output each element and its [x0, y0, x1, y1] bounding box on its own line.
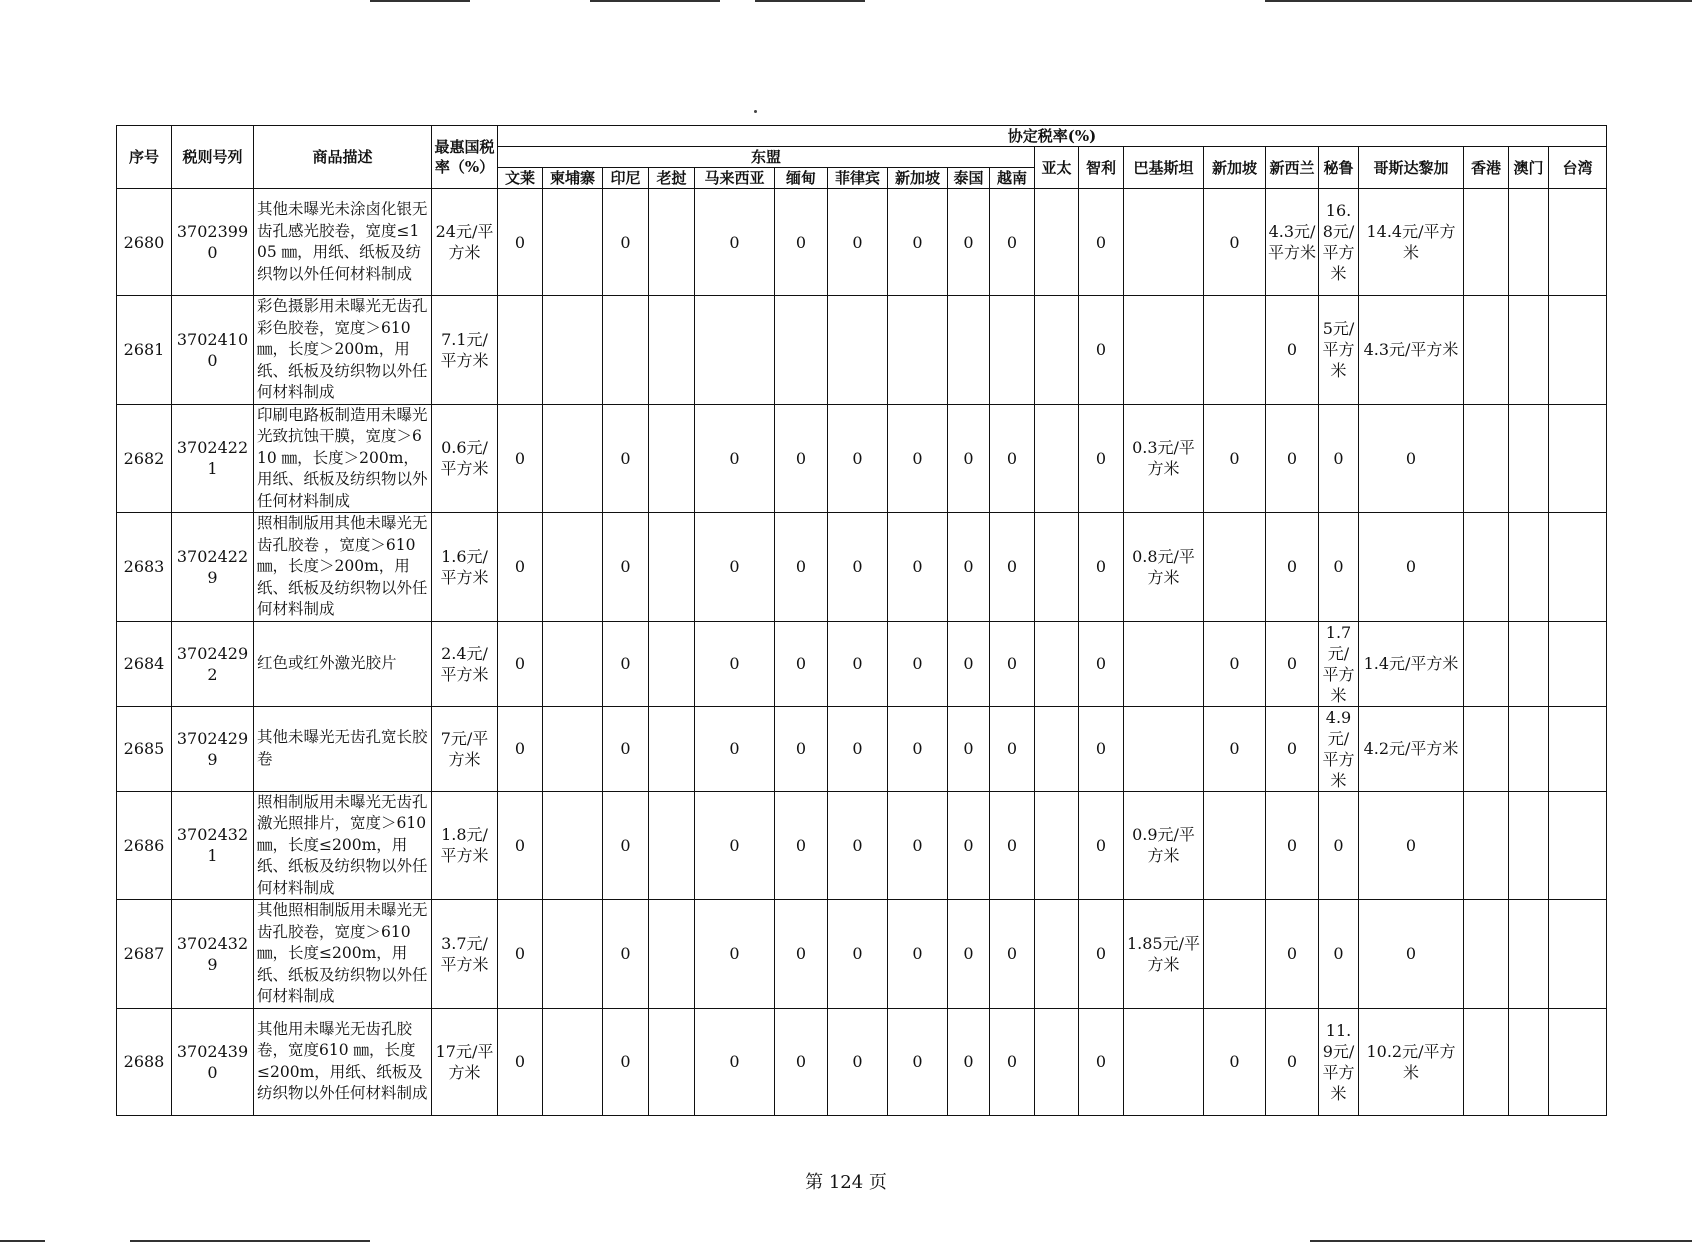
row-rate-cell [543, 791, 603, 900]
row-rate-cell: 0 [948, 404, 990, 513]
row-rate-cell: 16.8元/平方米 [1319, 189, 1359, 296]
row-rate-cell: 0 [828, 189, 888, 296]
row-mfn-rate: 0.6元/平方米 [432, 404, 498, 513]
header-col-pakistan: 巴基斯坦 [1124, 147, 1204, 189]
header-col-macau: 澳门 [1509, 147, 1549, 189]
row-rate-cell: 0 [498, 900, 543, 1009]
row-code: 37024390 [172, 1008, 254, 1115]
row-rate-cell [1035, 791, 1079, 900]
row-rate-cell [1035, 621, 1079, 706]
tariff-table-wrapper [116, 125, 1606, 1116]
row-rate-cell: 0 [695, 791, 775, 900]
row-rate-cell [1464, 404, 1509, 513]
row-rate-cell [1035, 296, 1079, 405]
row-rate-cell: 0 [1319, 404, 1359, 513]
row-rate-cell: 0 [948, 189, 990, 296]
row-rate-cell: 0 [498, 513, 543, 622]
row-rate-cell: 0 [498, 791, 543, 900]
row-rate-cell: 0 [948, 900, 990, 1009]
header-col-singapore-asean: 新加坡 [888, 168, 948, 189]
row-rate-cell: 4.3元/平方米 [1266, 189, 1319, 296]
row-rate-cell [1509, 296, 1549, 405]
row-code: 37024221 [172, 404, 254, 513]
header-col-cambodia: 柬埔寨 [543, 168, 603, 189]
row-seq: 2687 [117, 900, 172, 1009]
header-agreement: 协定税率(%) [498, 126, 1607, 147]
row-rate-cell [1035, 404, 1079, 513]
header-col-thailand: 泰国 [948, 168, 990, 189]
row-rate-cell: 0 [603, 900, 649, 1009]
table-row [117, 621, 1607, 706]
row-rate-cell: 0 [775, 1008, 828, 1115]
scan-line [1265, 0, 1692, 2]
row-rate-cell: 0 [828, 791, 888, 900]
row-rate-cell [888, 296, 948, 405]
row-rate-cell: 0 [828, 404, 888, 513]
row-rate-cell [1549, 706, 1607, 791]
row-rate-cell [695, 296, 775, 405]
row-rate-cell [1204, 513, 1266, 622]
row-rate-cell: 0 [888, 900, 948, 1009]
tariff-table-body [117, 189, 1607, 1116]
row-rate-cell [1509, 900, 1549, 1009]
header-col-philippines: 菲律宾 [828, 168, 888, 189]
row-mfn-rate: 2.4元/平方米 [432, 621, 498, 706]
row-mfn-rate: 7.1元/平方米 [432, 296, 498, 405]
table-row [117, 900, 1607, 1009]
row-rate-cell: 0 [1359, 900, 1464, 1009]
row-rate-cell: 0 [990, 189, 1035, 296]
row-rate-cell [1509, 189, 1549, 296]
header-col-myanmar: 缅甸 [775, 168, 828, 189]
table-row [117, 513, 1607, 622]
table-row [117, 404, 1607, 513]
row-rate-cell [990, 296, 1035, 405]
row-rate-cell: 0 [888, 404, 948, 513]
row-rate-cell: 0 [695, 621, 775, 706]
row-mfn-rate: 17元/平方米 [432, 1008, 498, 1115]
row-rate-cell: 0 [1266, 791, 1319, 900]
row-desc: 印刷电路板制造用未曝光光致抗蚀干膜，宽度＞610 ㎜，长度＞200m，用纸、纸板及纺织物以外任何材料制成 [254, 404, 432, 513]
row-rate-cell: 0 [1204, 189, 1266, 296]
row-rate-cell: 0 [828, 706, 888, 791]
row-rate-cell: 0 [1266, 900, 1319, 1009]
row-rate-cell: 0 [775, 189, 828, 296]
row-rate-cell [1124, 1008, 1204, 1115]
row-desc: 照相制版用未曝光无齿孔激光照排片，宽度＞610 ㎜，长度≤200m，用纸、纸板及纺织物以外任何材料制成 [254, 791, 432, 900]
row-rate-cell [1509, 513, 1549, 622]
row-rate-cell: 0 [775, 900, 828, 1009]
row-rate-cell: 0 [1319, 900, 1359, 1009]
row-rate-cell: 0 [498, 404, 543, 513]
header-col-costa-rica: 哥斯达黎加 [1359, 147, 1464, 189]
row-rate-cell [649, 621, 695, 706]
row-rate-cell [1509, 791, 1549, 900]
header-col-asia-pacific: 亚太 [1035, 147, 1079, 189]
row-rate-cell [498, 296, 543, 405]
scan-line [590, 0, 720, 2]
row-rate-cell: 0 [498, 1008, 543, 1115]
row-mfn-rate: 1.8元/平方米 [432, 791, 498, 900]
row-rate-cell [543, 621, 603, 706]
row-rate-cell [1035, 900, 1079, 1009]
scan-line [755, 0, 865, 2]
row-rate-cell: 4.2元/平方米 [1359, 706, 1464, 791]
row-rate-cell: 0 [948, 1008, 990, 1115]
row-rate-cell [1035, 706, 1079, 791]
row-rate-cell [603, 296, 649, 405]
row-rate-cell: 0 [1266, 706, 1319, 791]
row-rate-cell: 0 [1079, 706, 1124, 791]
row-rate-cell: 0 [888, 791, 948, 900]
row-rate-cell [649, 513, 695, 622]
row-rate-cell: 0 [498, 706, 543, 791]
row-rate-cell: 0 [1204, 404, 1266, 513]
row-rate-cell: 0.9元/平方米 [1124, 791, 1204, 900]
row-desc: 彩色摄影用未曝光无齿孔彩色胶卷，宽度＞610 ㎜，长度＞200m，用纸、纸板及纺织物以外任何材料制成 [254, 296, 432, 405]
row-rate-cell [1464, 296, 1509, 405]
row-mfn-rate: 24元/平方米 [432, 189, 498, 296]
header-col-chile: 智利 [1079, 147, 1124, 189]
row-rate-cell [1204, 296, 1266, 405]
row-rate-cell [1464, 900, 1509, 1009]
row-rate-cell: 0 [1266, 1008, 1319, 1115]
row-rate-cell: 0 [1079, 404, 1124, 513]
row-rate-cell [1549, 189, 1607, 296]
row-rate-cell: 0 [695, 706, 775, 791]
row-rate-cell: 4.9元/平方米 [1319, 706, 1359, 791]
row-rate-cell: 0 [948, 791, 990, 900]
row-rate-cell [1204, 900, 1266, 1009]
row-rate-cell [1509, 1008, 1549, 1115]
row-rate-cell: 0 [828, 1008, 888, 1115]
row-rate-cell: 0 [603, 404, 649, 513]
row-rate-cell: 0 [990, 1008, 1035, 1115]
row-mfn-rate: 1.6元/平方米 [432, 513, 498, 622]
row-rate-cell: 0 [888, 706, 948, 791]
header-col-malaysia: 马来西亚 [695, 168, 775, 189]
header-desc: 商品描述 [254, 126, 432, 189]
row-rate-cell [1509, 404, 1549, 513]
row-rate-cell [1549, 1008, 1607, 1115]
row-rate-cell: 0 [775, 706, 828, 791]
row-rate-cell: 0 [1079, 513, 1124, 622]
header-code: 税则号列 [172, 126, 254, 189]
row-rate-cell [1464, 1008, 1509, 1115]
row-rate-cell: 1.4元/平方米 [1359, 621, 1464, 706]
table-row [117, 706, 1607, 791]
row-rate-cell [1124, 621, 1204, 706]
row-rate-cell [543, 900, 603, 1009]
row-rate-cell: 0 [1079, 621, 1124, 706]
row-rate-cell [1464, 706, 1509, 791]
header-col-new-zealand: 新西兰 [1266, 147, 1319, 189]
row-rate-cell: 0 [695, 404, 775, 513]
row-rate-cell: 0 [948, 513, 990, 622]
header-col-laos: 老挝 [649, 168, 695, 189]
row-seq: 2681 [117, 296, 172, 405]
row-rate-cell [1549, 621, 1607, 706]
row-rate-cell [1035, 513, 1079, 622]
row-code: 37024292 [172, 621, 254, 706]
row-rate-cell: 0 [695, 900, 775, 1009]
row-rate-cell [649, 189, 695, 296]
row-rate-cell [649, 791, 695, 900]
row-rate-cell [1124, 189, 1204, 296]
row-desc: 红色或红外激光胶片 [254, 621, 432, 706]
row-rate-cell [649, 706, 695, 791]
row-rate-cell: 0 [1319, 791, 1359, 900]
row-rate-cell: 0.8元/平方米 [1124, 513, 1204, 622]
row-rate-cell: 5元/平方米 [1319, 296, 1359, 405]
row-rate-cell: 0 [990, 513, 1035, 622]
row-rate-cell [1464, 189, 1509, 296]
row-rate-cell: 14.4元/平方米 [1359, 189, 1464, 296]
row-rate-cell [649, 1008, 695, 1115]
row-rate-cell [1549, 513, 1607, 622]
row-desc: 其他照相制版用未曝光无齿孔胶卷，宽度＞610 ㎜，长度≤200m，用纸、纸板及纺织物以外任何材料制成 [254, 900, 432, 1009]
header-asean: 东盟 [498, 147, 1035, 168]
row-rate-cell [543, 706, 603, 791]
row-code: 37024100 [172, 296, 254, 405]
row-desc: 照相制版用其他未曝光无齿孔胶卷 ，宽度＞610 ㎜，长度＞200m，用纸、纸板及纺织物以外任何材料制成 [254, 513, 432, 622]
scan-speck [754, 110, 757, 113]
row-rate-cell: 0 [1204, 1008, 1266, 1115]
row-rate-cell [1464, 791, 1509, 900]
row-rate-cell: 0 [828, 900, 888, 1009]
table-row [117, 189, 1607, 296]
row-rate-cell [1124, 296, 1204, 405]
table-row [117, 791, 1607, 900]
row-rate-cell [1035, 189, 1079, 296]
row-rate-cell: 0 [1266, 513, 1319, 622]
header-mfn: 最惠国税率（%） [432, 126, 498, 189]
row-rate-cell [775, 296, 828, 405]
row-desc: 其他未曝光未涂卤化银无齿孔感光胶卷，宽度≤105 ㎜，用纸、纸板及纺织物以外任何材料制成 [254, 189, 432, 296]
row-mfn-rate: 3.7元/平方米 [432, 900, 498, 1009]
row-rate-cell: 10.2元/平方米 [1359, 1008, 1464, 1115]
row-rate-cell [649, 296, 695, 405]
header-col-indonesia: 印尼 [603, 168, 649, 189]
row-rate-cell: 0 [1266, 621, 1319, 706]
row-code: 37024321 [172, 791, 254, 900]
row-rate-cell: 0 [990, 404, 1035, 513]
header-seq: 序号 [117, 126, 172, 189]
scan-line [370, 0, 470, 2]
row-rate-cell: 0 [990, 706, 1035, 791]
page-number: 第 124 页 [805, 1172, 887, 1193]
row-rate-cell: 0 [603, 706, 649, 791]
row-rate-cell: 0 [695, 189, 775, 296]
header-col-vietnam: 越南 [990, 168, 1035, 189]
row-rate-cell [1549, 296, 1607, 405]
row-rate-cell: 0 [1359, 404, 1464, 513]
row-rate-cell: 0 [888, 513, 948, 622]
row-rate-cell: 0 [1319, 513, 1359, 622]
header-col-hong-kong: 香港 [1464, 147, 1509, 189]
row-rate-cell [828, 296, 888, 405]
row-rate-cell: 0 [828, 513, 888, 622]
row-rate-cell [1464, 621, 1509, 706]
row-rate-cell: 0 [1079, 900, 1124, 1009]
row-rate-cell [1549, 404, 1607, 513]
row-rate-cell: 0 [1079, 189, 1124, 296]
row-rate-cell: 0 [948, 621, 990, 706]
row-mfn-rate: 7元/平方米 [432, 706, 498, 791]
row-rate-cell [649, 900, 695, 1009]
row-rate-cell: 0 [990, 621, 1035, 706]
row-rate-cell: 1.85元/平方米 [1124, 900, 1204, 1009]
row-rate-cell: 0 [603, 513, 649, 622]
row-rate-cell [1464, 513, 1509, 622]
header-col-singapore: 新加坡 [1204, 147, 1266, 189]
row-rate-cell: 0 [603, 621, 649, 706]
tariff-table [116, 125, 1607, 1116]
table-row [117, 1008, 1607, 1115]
row-seq: 2685 [117, 706, 172, 791]
row-rate-cell: 0 [1266, 404, 1319, 513]
row-rate-cell: 0 [1079, 791, 1124, 900]
row-rate-cell: 0 [888, 1008, 948, 1115]
row-rate-cell: 0 [948, 706, 990, 791]
row-seq: 2684 [117, 621, 172, 706]
row-rate-cell: 0 [828, 621, 888, 706]
row-rate-cell: 0 [775, 513, 828, 622]
row-rate-cell [1549, 791, 1607, 900]
row-rate-cell [543, 513, 603, 622]
row-rate-cell: 0 [498, 621, 543, 706]
row-rate-cell: 0 [990, 900, 1035, 1009]
row-desc: 其他未曝光无齿孔宽长胶卷 [254, 706, 432, 791]
header-col-peru: 秘鲁 [1319, 147, 1359, 189]
row-rate-cell: 0 [695, 1008, 775, 1115]
row-seq: 2686 [117, 791, 172, 900]
row-rate-cell [1509, 621, 1549, 706]
row-rate-cell [543, 189, 603, 296]
row-rate-cell: 0 [1359, 513, 1464, 622]
row-rate-cell: 0 [1079, 1008, 1124, 1115]
row-seq: 2682 [117, 404, 172, 513]
row-seq: 2680 [117, 189, 172, 296]
row-rate-cell: 0 [498, 189, 543, 296]
row-rate-cell: 0 [775, 404, 828, 513]
row-rate-cell: 4.3元/平方米 [1359, 296, 1464, 405]
table-row [117, 296, 1607, 405]
header-col-brunei: 文莱 [498, 168, 543, 189]
row-rate-cell [1509, 706, 1549, 791]
row-rate-cell: 0 [775, 791, 828, 900]
row-rate-cell [543, 296, 603, 405]
row-code: 37024329 [172, 900, 254, 1009]
row-seq: 2683 [117, 513, 172, 622]
row-rate-cell: 1.7元/平方米 [1319, 621, 1359, 706]
row-rate-cell [543, 404, 603, 513]
row-code: 37023990 [172, 189, 254, 296]
row-rate-cell: 0.3元/平方米 [1124, 404, 1204, 513]
scan-line [1310, 1240, 1692, 1242]
row-code: 37024229 [172, 513, 254, 622]
row-rate-cell: 0 [1204, 621, 1266, 706]
scan-line [0, 1240, 45, 1242]
row-rate-cell: 0 [1266, 296, 1319, 405]
row-rate-cell [1549, 900, 1607, 1009]
row-code: 37024299 [172, 706, 254, 791]
row-rate-cell: 0 [603, 189, 649, 296]
row-rate-cell: 0 [603, 791, 649, 900]
row-rate-cell [1035, 1008, 1079, 1115]
row-rate-cell [948, 296, 990, 405]
row-seq: 2688 [117, 1008, 172, 1115]
row-rate-cell: 0 [990, 791, 1035, 900]
row-rate-cell [1124, 706, 1204, 791]
row-rate-cell [1204, 791, 1266, 900]
row-desc: 其他用未曝光无齿孔胶卷，宽度610 ㎜，长度≤200m，用纸、纸板及纺织物以外任何材料制成 [254, 1008, 432, 1115]
header-col-taiwan: 台湾 [1549, 147, 1607, 189]
row-rate-cell: 0 [603, 1008, 649, 1115]
row-rate-cell: 0 [695, 513, 775, 622]
row-rate-cell: 0 [1359, 791, 1464, 900]
row-rate-cell [649, 404, 695, 513]
row-rate-cell: 0 [1204, 706, 1266, 791]
scan-line [130, 1240, 370, 1242]
row-rate-cell: 0 [888, 621, 948, 706]
row-rate-cell: 0 [1079, 296, 1124, 405]
row-rate-cell [543, 1008, 603, 1115]
row-rate-cell: 11.9元/平方米 [1319, 1008, 1359, 1115]
row-rate-cell: 0 [888, 189, 948, 296]
row-rate-cell: 0 [775, 621, 828, 706]
